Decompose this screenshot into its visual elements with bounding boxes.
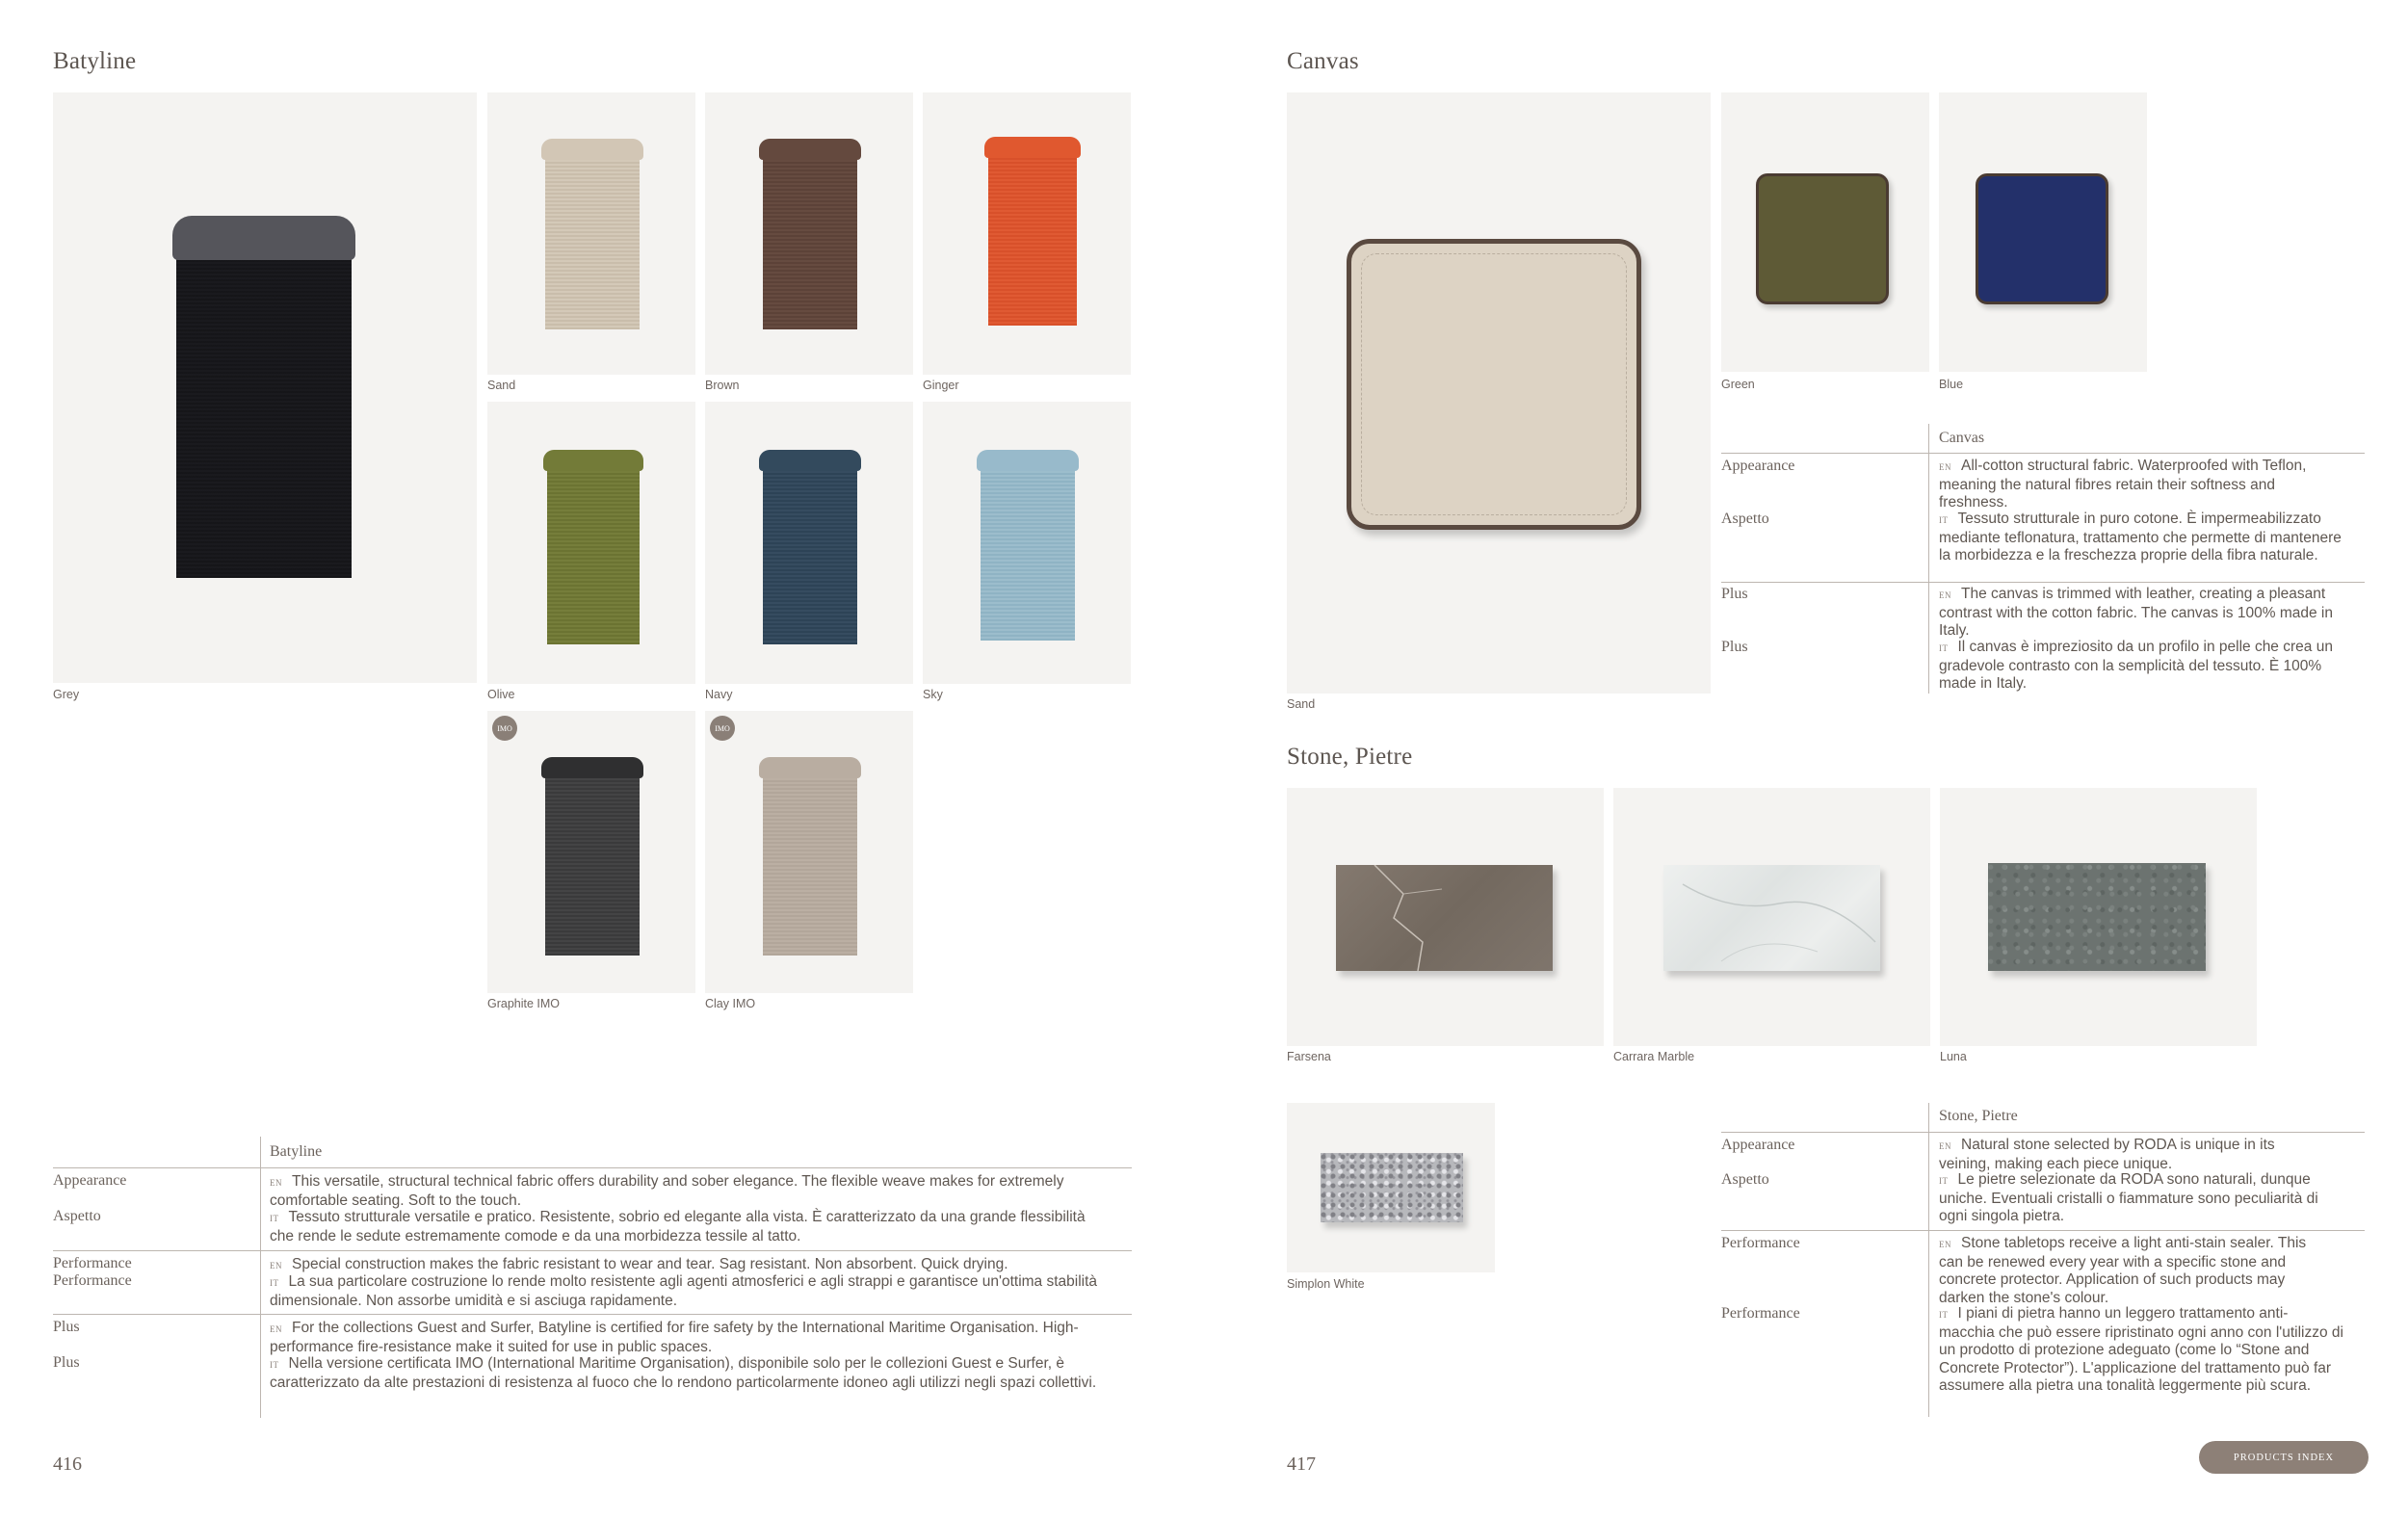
swatch-tile-carrara[interactable] xyxy=(1613,788,1930,1046)
swatch-tile-grey[interactable] xyxy=(53,92,477,683)
page-number-right: 417 xyxy=(1287,1454,1316,1475)
canvas-pad-sand xyxy=(1347,239,1641,530)
canvas-label-plus: Plus xyxy=(1721,586,1748,602)
fabric-roll-clay xyxy=(759,757,861,956)
swatch-label-canvas-blue: Blue xyxy=(1939,378,1964,391)
fabric-roll-grey xyxy=(172,216,355,578)
canvas-label-plus-it: Plus xyxy=(1721,639,1748,655)
products-index-button[interactable]: PRODUCTS INDEX xyxy=(2199,1441,2369,1474)
fabric-roll-sky xyxy=(977,450,1079,641)
swatch-label-simplon-white: Simplon White xyxy=(1287,1277,1365,1291)
spec-rule xyxy=(1721,453,2365,454)
spec-rule xyxy=(1721,1230,2365,1231)
swatch-label-ginger: Ginger xyxy=(923,379,959,392)
imo-badge: IMO xyxy=(710,716,735,741)
stone-label-performance-it: Performance xyxy=(1721,1305,1800,1322)
stone-text-performance-en: EN Stone tabletops receive a light anti-stain sealer. This can be renewed every year with a specific stone and concrete protector. Application of such products may darken the stone's colour. xyxy=(1939,1235,2307,1306)
swatch-label-sand: Sand xyxy=(487,379,516,392)
canvas-pad-green xyxy=(1756,173,1889,304)
swatch-tile-canvas-blue[interactable] xyxy=(1939,92,2147,372)
imo-badge: IMO xyxy=(492,716,517,741)
canvas-text-appearance-it: IT Tessuto strutturale in puro cotone. È impermeabilizzato mediante teflonatura, trattamento che permette di mantenere la morbidezza e la freschezza proprie della fibra naturale. xyxy=(1939,511,2342,563)
swatch-tile-canvas-green[interactable] xyxy=(1721,92,1929,372)
swatch-label-graphite-imo: Graphite IMO xyxy=(487,997,561,1010)
swatch-label-navy: Navy xyxy=(705,688,733,701)
spec-text-plus-it: IT Nella versione certificata IMO (International Maritime Organisation), disponibile solo per le collezioni Guest e Surfer, è caratterizzato da alte prestazioni di resistenza al fuoco che lo rendono particolarmente idoneo agli utilizzi negli spazi collettivi. xyxy=(270,1355,1097,1391)
fabric-roll-ginger xyxy=(984,137,1081,326)
canvas-label-aspetto: Aspetto xyxy=(1721,511,1769,527)
spec-text-appearance-it: IT Tessuto strutturale versatile e pratico. Resistente, sobrio ed elegante alla vista. È caratterizzato da una grande flessibilità che rende le sedute estremamente comode e da una morbidezza tessile al tatto. xyxy=(270,1209,1086,1244)
swatch-label-olive: Olive xyxy=(487,688,515,701)
swatch-tile-clay-imo[interactable] xyxy=(705,711,913,993)
swatch-label-clay-imo: Clay IMO xyxy=(705,997,756,1010)
swatch-tile-sky[interactable] xyxy=(923,402,1131,684)
swatch-label-luna: Luna xyxy=(1940,1050,1967,1063)
swatch-label-brown: Brown xyxy=(705,379,740,392)
stone-sample-simplon-white xyxy=(1321,1153,1463,1222)
spec-label-plus: Plus xyxy=(53,1319,80,1335)
stone-label-aspetto: Aspetto xyxy=(1721,1171,1769,1188)
spec-divider xyxy=(1928,1103,1929,1417)
swatch-tile-graphite-imo[interactable] xyxy=(487,711,695,993)
page-number-left: 416 xyxy=(53,1454,82,1475)
swatch-tile-ginger[interactable] xyxy=(923,92,1131,375)
spec-label-plus-it: Plus xyxy=(53,1354,80,1371)
swatch-tile-luna[interactable] xyxy=(1940,788,2257,1046)
fabric-roll-olive xyxy=(543,450,643,644)
stone-text-appearance-en: EN Natural stone selected by RODA is unique in its veining, making each piece unique. xyxy=(1939,1137,2275,1172)
fabric-roll-brown xyxy=(759,139,861,329)
canvas-spec-heading: Canvas xyxy=(1939,430,1985,446)
swatch-label-grey: Grey xyxy=(53,688,80,701)
swatch-tile-canvas-sand[interactable] xyxy=(1287,92,1711,694)
stone-text-appearance-it: IT Le pietre selezionate da RODA sono naturali, dunque uniche. Eventuali cristalli o fiammature sono peculiarità di ogni singola pietra. xyxy=(1939,1171,2318,1224)
canvas-pad-blue xyxy=(1976,173,2108,304)
spec-heading: Batyline xyxy=(270,1143,323,1160)
spec-text-appearance-en: EN This versatile, structural technical fabric offers durability and sober elegance. The flexible weave makes for extremely comfortable seating. Soft to the touch. xyxy=(270,1173,1064,1209)
swatch-tile-simplon-white[interactable] xyxy=(1287,1103,1495,1272)
spec-label-performance: Performance xyxy=(53,1255,132,1271)
stone-label-performance: Performance xyxy=(1721,1235,1800,1251)
spec-rule xyxy=(53,1314,1132,1315)
spec-label-aspetto: Aspetto xyxy=(53,1208,101,1224)
swatch-label-canvas-sand: Sand xyxy=(1287,697,1316,711)
spec-rule xyxy=(1721,582,2365,583)
fabric-roll-graphite xyxy=(541,757,643,956)
canvas-label-appearance: Appearance xyxy=(1721,458,1795,474)
spec-text-plus-en: EN For the collections Guest and Surfer, Batyline is certified for fire safety by the International Maritime Organisation. High-performance fire-resistance make it suited for use in public spaces. xyxy=(270,1320,1079,1355)
stone-title: Stone, Pietre xyxy=(1287,744,1413,770)
spec-rule xyxy=(1721,1132,2365,1133)
spec-label-appearance: Appearance xyxy=(53,1172,127,1189)
swatch-tile-navy[interactable] xyxy=(705,402,913,684)
stone-label-appearance: Appearance xyxy=(1721,1137,1795,1153)
swatch-tile-sand[interactable] xyxy=(487,92,695,375)
spec-rule xyxy=(53,1250,1132,1251)
spec-rule xyxy=(53,1167,1132,1168)
swatch-label-sky: Sky xyxy=(923,688,943,701)
stone-sample-luna xyxy=(1988,863,2206,971)
swatch-tile-brown[interactable] xyxy=(705,92,913,375)
spec-text-performance-it: IT La sua particolare costruzione lo rende molto resistente agli agenti atmosferici e agli strappi e garantisce un'ottima stabilità dimensionale. Non assorbe umidità e si asciuga rapidamente. xyxy=(270,1273,1098,1309)
spec-label-performance-it: Performance xyxy=(53,1272,132,1289)
swatch-label-farsena: Farsena xyxy=(1287,1050,1331,1063)
stone-spec-heading: Stone, Pietre xyxy=(1939,1108,2018,1124)
canvas-text-plus-en: EN The canvas is trimmed with leather, creating a pleasant contrast with the cotton fabric. The canvas is 100% made in Italy. xyxy=(1939,586,2333,639)
swatch-label-carrara: Carrara Marble xyxy=(1613,1050,1695,1063)
fabric-roll-sand xyxy=(541,139,643,329)
swatch-label-canvas-green: Green xyxy=(1721,378,1755,391)
batyline-title: Batyline xyxy=(53,48,137,74)
swatch-tile-farsena[interactable] xyxy=(1287,788,1604,1046)
canvas-text-appearance-en: EN All-cotton structural fabric. Waterproofed with Teflon, meaning the natural fibres retain their softness and freshness. xyxy=(1939,458,2307,511)
swatch-tile-olive[interactable] xyxy=(487,402,695,684)
canvas-text-plus-it: IT Il canvas è impreziosito da un profilo in pelle che crea un gradevole contrasto con la semplicità del tessuto. È 100% made in Italy. xyxy=(1939,639,2333,692)
stone-sample-carrara xyxy=(1663,865,1880,971)
stone-text-performance-it: IT I piani di pietra hanno un leggero trattamento anti-macchia che può essere ripristinato ogni anno con l'utilizzo di un prodotto di protezione adeguato (come lo “Stone and Concrete Protector”). L'applicazione del trattamento può far assumere alla pietra una tonalità leggermente più scura. xyxy=(1939,1305,2343,1394)
spec-divider xyxy=(260,1137,261,1418)
canvas-title: Canvas xyxy=(1287,48,1359,74)
spec-divider xyxy=(1928,424,1929,694)
stone-sample-farsena xyxy=(1336,865,1553,971)
spec-text-performance-en: EN Special construction makes the fabric resistant to wear and tear. Sag resistant. Non absorbent. Quick drying. xyxy=(270,1256,1008,1272)
fabric-roll-navy xyxy=(759,450,861,644)
